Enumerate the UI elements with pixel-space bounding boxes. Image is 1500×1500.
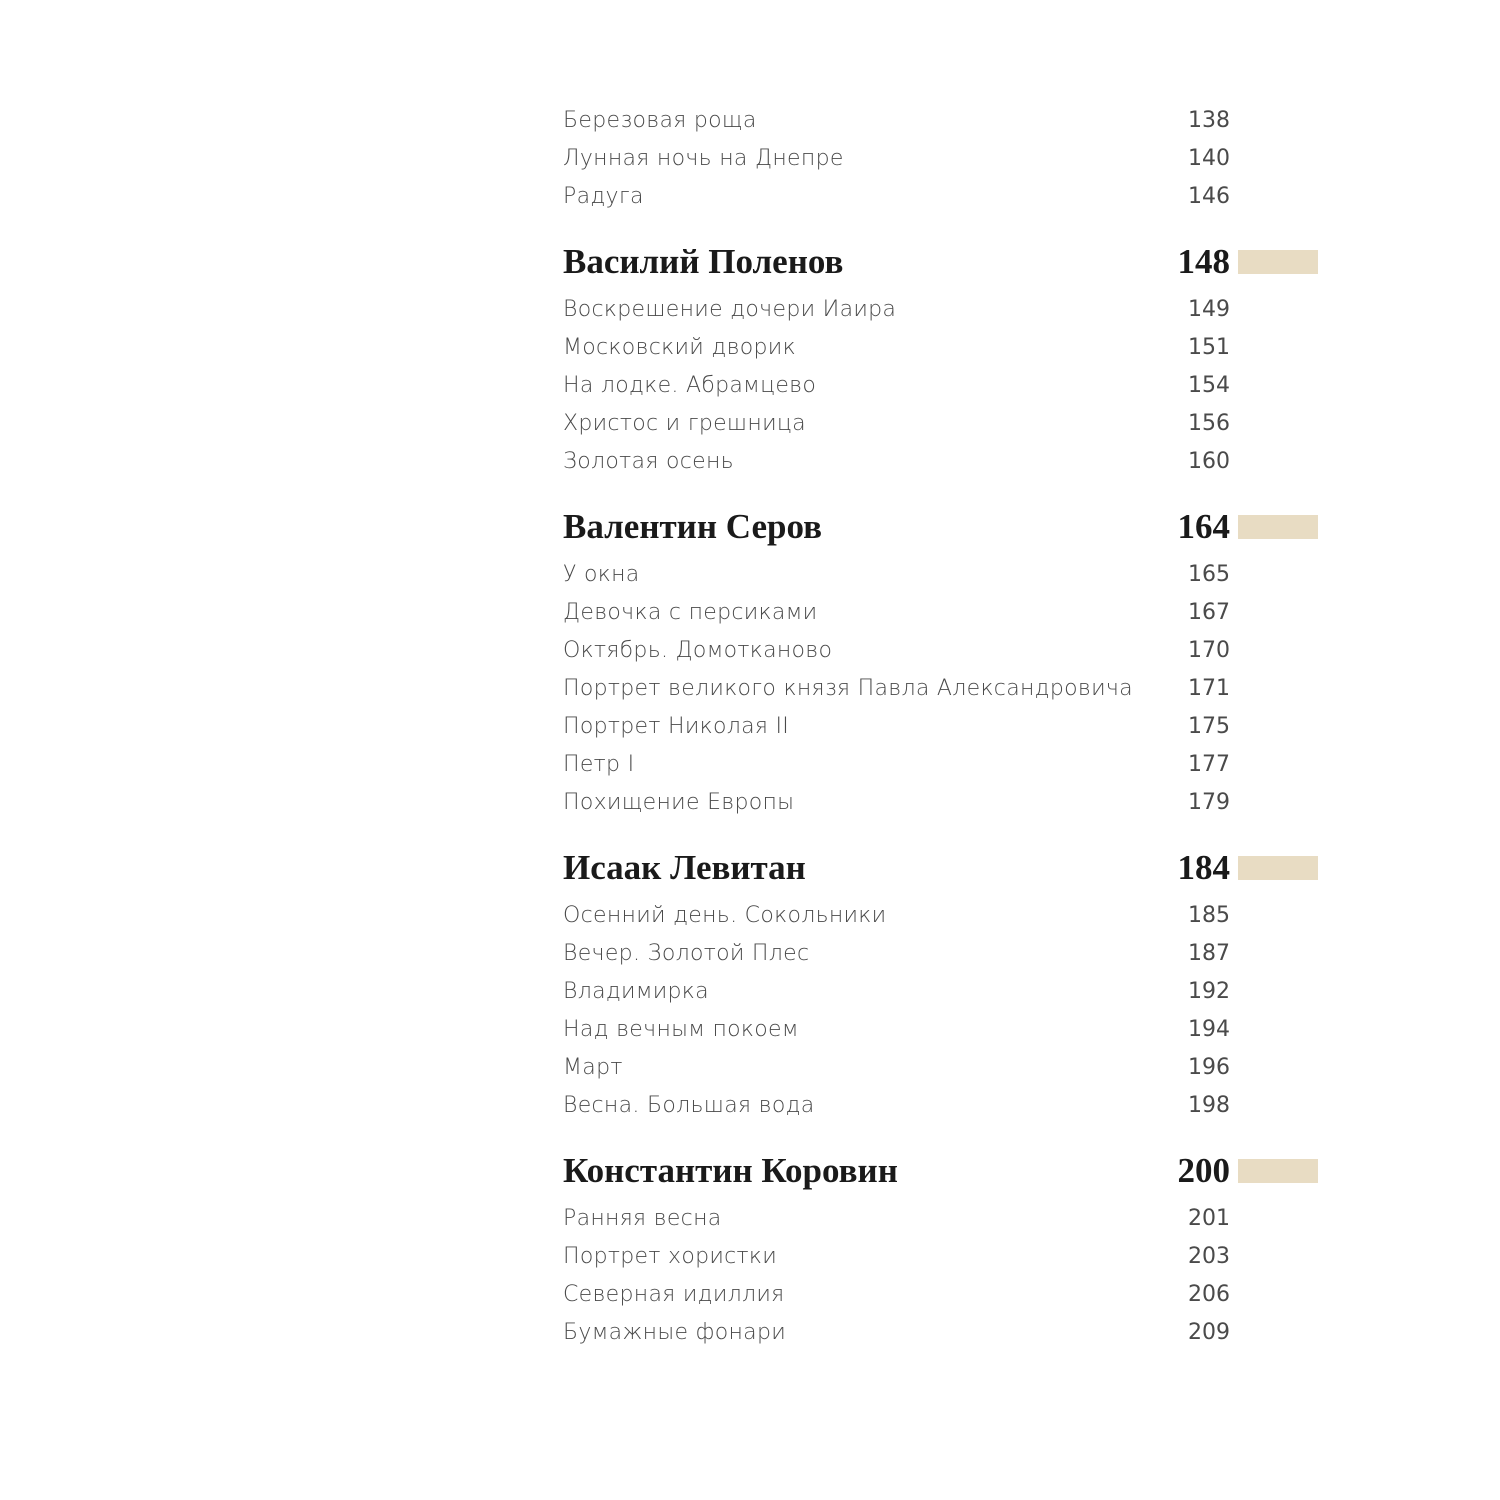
accent-bar [1238,1159,1318,1183]
section-title: Василий Поленов [563,242,844,281]
entry-title: Воскрешение дочери Иаира [563,297,897,322]
toc-entry[interactable] [563,556,1323,594]
toc-section [563,238,1323,481]
table-of-contents [563,102,1323,1352]
toc-entry[interactable] [563,784,1323,822]
toc-entry[interactable] [563,329,1323,367]
entry-page-number: 203 [1188,1244,1230,1269]
entry-title: На лодке. Абрамцево [563,373,817,398]
entry-page-number: 196 [1188,1055,1230,1080]
entry-title: Ранняя весна [563,1206,722,1231]
toc-entry[interactable] [563,1314,1323,1352]
entry-title: Март [563,1055,623,1080]
entry-title: Лунная ночь на Днепре [563,146,844,171]
entry-page-number: 154 [1188,373,1230,398]
toc-entry[interactable] [563,1276,1323,1314]
entry-page-number: 170 [1188,638,1230,663]
toc-entry[interactable] [563,1200,1323,1238]
accent-bar [1238,856,1318,880]
section-page-number: 200 [1177,1151,1230,1190]
toc-entry[interactable] [563,140,1323,178]
toc-entry[interactable] [563,405,1323,443]
entry-page-number: 149 [1188,297,1230,322]
accent-bar [1238,250,1318,274]
entry-page-number: 146 [1188,184,1230,209]
toc-entry[interactable] [563,973,1323,1011]
entry-title: Бумажные фонари [563,1320,786,1345]
toc-entry[interactable] [563,935,1323,973]
toc-entry[interactable] [563,367,1323,405]
toc-section [563,1147,1323,1352]
entry-title: У окна [563,562,640,587]
entry-title: Девочка с персиками [563,600,818,625]
entry-title: Золотая осень [563,449,734,474]
entry-title: Христос и грешница [563,411,806,436]
entry-page-number: 151 [1188,335,1230,360]
entry-page-number: 192 [1188,979,1230,1004]
toc-entry[interactable] [563,1011,1323,1049]
toc-entry[interactable] [563,178,1323,216]
entry-title: Осенний день. Сокольники [563,903,887,928]
entry-page-number: 194 [1188,1017,1230,1042]
section-page-number: 164 [1177,507,1230,546]
entry-page-number: 201 [1188,1206,1230,1231]
entry-title: Вечер. Золотой Плес [563,941,810,966]
section-page-number: 184 [1177,848,1230,887]
entry-page-number: 185 [1188,903,1230,928]
toc-entry[interactable] [563,632,1323,670]
toc-entry[interactable] [563,746,1323,784]
toc-entry[interactable] [563,594,1323,632]
entry-title: Березовая роща [563,108,757,133]
entry-title: Радуга [563,184,644,209]
section-page-number: 148 [1177,242,1230,281]
toc-entry[interactable] [563,1087,1323,1125]
section-heading[interactable] [563,844,1323,892]
toc-entry[interactable] [563,897,1323,935]
toc-section [563,844,1323,1125]
toc-section [563,503,1323,822]
entry-page-number: 177 [1188,752,1230,777]
toc-entry[interactable] [563,102,1323,140]
toc-entry[interactable] [563,1238,1323,1276]
entry-page-number: 165 [1188,562,1230,587]
entry-title: Октябрь. Домотканово [563,638,833,663]
entry-page-number: 175 [1188,714,1230,739]
section-title: Исаак Левитан [563,848,806,887]
entry-title: Над вечным покоем [563,1017,799,1042]
toc-entry[interactable] [563,291,1323,329]
section-heading[interactable] [563,238,1323,286]
toc-entry[interactable] [563,708,1323,746]
section-heading[interactable] [563,1147,1323,1195]
section-title: Константин Коровин [563,1151,898,1190]
entry-page-number: 160 [1188,449,1230,474]
entry-page-number: 171 [1188,676,1230,701]
entry-title: Похищение Европы [563,790,795,815]
toc-entry[interactable] [563,443,1323,481]
entry-title: Портрет хористки [563,1244,778,1269]
accent-bar [1238,515,1318,539]
entry-page-number: 209 [1188,1320,1230,1345]
entry-page-number: 138 [1188,108,1230,133]
entry-title: Портрет великого князя Павла Александровича [563,676,1133,701]
entry-title: Портрет Николая II [563,714,790,739]
entry-page-number: 167 [1188,600,1230,625]
entry-page-number: 187 [1188,941,1230,966]
toc-section [563,102,1323,216]
section-heading[interactable] [563,503,1323,551]
entry-title: Владимирка [563,979,709,1004]
section-title: Валентин Серов [563,507,822,546]
entry-title: Московский дворик [563,335,796,360]
entry-title: Весна. Большая вода [563,1093,815,1118]
entry-page-number: 140 [1188,146,1230,171]
entry-page-number: 206 [1188,1282,1230,1307]
entry-title: Северная идиллия [563,1282,785,1307]
entry-title: Петр I [563,752,635,777]
entry-page-number: 198 [1188,1093,1230,1118]
toc-entry[interactable] [563,1049,1323,1087]
entry-page-number: 179 [1188,790,1230,815]
toc-entry[interactable] [563,670,1323,708]
entry-page-number: 156 [1188,411,1230,436]
